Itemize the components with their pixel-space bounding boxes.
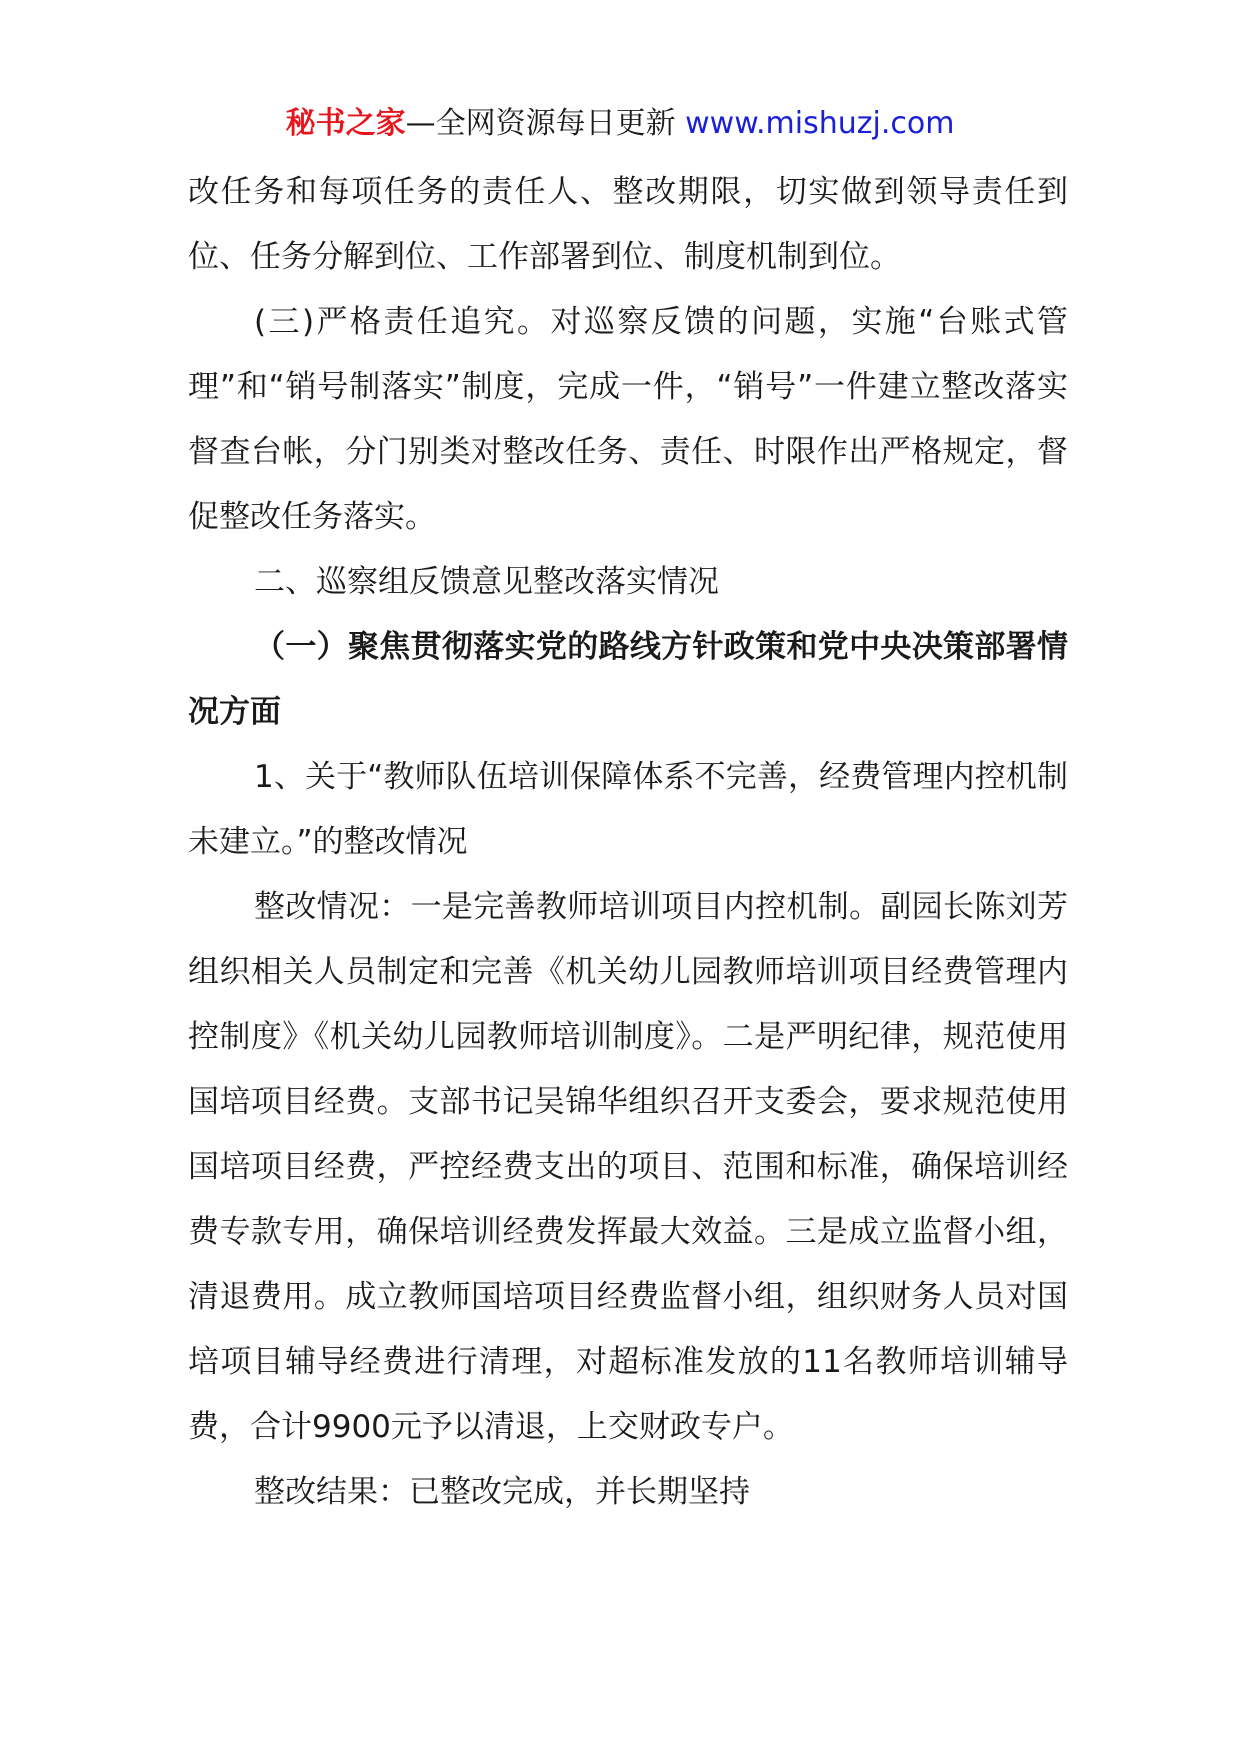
header-tagline: —全网资源每日更新 [405, 106, 676, 141]
paragraph-rectification-result: 整改结果：已整改完成，并长期坚持 [254, 1474, 750, 1510]
brand-name: 秘书之家 [285, 106, 406, 141]
subsection-heading: （一）聚焦贯彻落实党的路线方针政策和党中央决策部署情况方面 [188, 629, 1068, 730]
paragraph-accountability: (三)严格责任追究。对巡察反馈的问题，实施“台账式管理”和“销号制落实”制度，完成一件，“销号”一件建立整改落实督查台帐，分门别类对整改任务、责任、时限作出严格规定，督促整改任务落实。 [188, 304, 1068, 535]
section-heading: 二、巡察组反馈意见整改落实情况 [254, 564, 719, 600]
document-body [188, 160, 1068, 1525]
paragraph-rectification-details: 整改情况：一是完善教师培训项目内控机制。副园长陈刘芳组织相关人员制定和完善《机关幼儿园教师培训项目经费管理内控制度》《机关幼儿园教师培训制度》。二是严明纪律，规范使用国培项目经费。支部书记吴锦华组织召开支委会，要求规范使用国培项目经费，严控经费支出的项目、范围和标准，确保培训经费专款专用，确保培训经费发挥最大效益。三是成立监督小组，清退费用。成立教师国培项目经费监督小组，组织财务人员对国培项目辅导经费进行清理，对超标准发放的11名教师培训辅导费，合计9900元予以清退，上交财政专户。 [188, 889, 1068, 1445]
item-heading: 1、关于“教师队伍培训保障体系不完善，经费管理内控机制未建立。”的整改情况 [188, 759, 1068, 860]
paragraph-continuation: 改任务和每项任务的责任人、整改期限，切实做到领导责任到位、任务分解到位、工作部署到位、制度机制到位。 [188, 174, 1068, 275]
site-url[interactable]: www.mishuzj.com [685, 106, 955, 141]
watermark-header [0, 104, 1240, 144]
